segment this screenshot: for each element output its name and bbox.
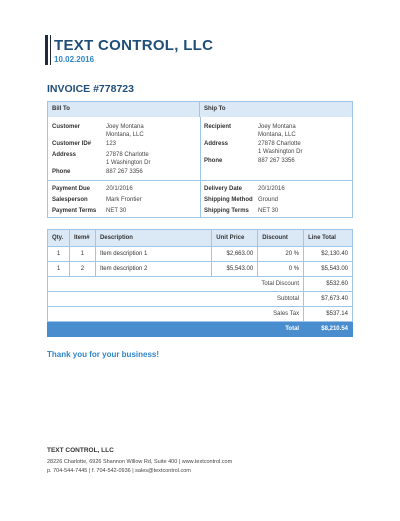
unit-price-cell: $2,663.00	[212, 247, 258, 262]
sales-tax-value: $537.14	[304, 307, 353, 322]
billing-shipping-box	[47, 101, 353, 218]
delivery-date-value: 20/1/2016	[258, 186, 285, 192]
ship-phone-value: 887 267 3356	[258, 158, 295, 164]
payment-terms-value: NET 30	[106, 208, 127, 214]
subtotal-value: $7,673.40	[304, 292, 353, 307]
unit-price-cell: $5,543.00	[212, 262, 258, 277]
bill-address-label: Address	[52, 152, 77, 158]
item-cell: 1	[69, 247, 95, 262]
shipping-terms-value: NET 30	[258, 208, 279, 214]
footer-contact: p. 704-544-7445 | f. 704-542-0936 | sales@textcontrol.com	[47, 468, 191, 474]
salesperson-value: Mark Frontier	[106, 197, 142, 203]
sales-tax-label: Sales Tax	[48, 307, 304, 322]
ship-address-value: 27878 Charlotte 1 Washington Dr	[258, 141, 303, 155]
invoice-number-title: INVOICE #778723	[47, 83, 134, 95]
customer-value: Joey Montana Montana, LLC	[106, 124, 144, 138]
invoice-date: 10.02.2016	[54, 55, 95, 64]
ship-phone-label: Phone	[204, 158, 223, 164]
col-line-total: Line Total	[304, 230, 353, 247]
footer-company: TEXT CONTROL, LLC	[47, 447, 114, 454]
customer-id-value: 123	[106, 141, 117, 147]
subtotal-label: Subtotal	[48, 292, 304, 307]
company-title: TEXT CONTROL, LLC	[54, 37, 214, 54]
payment-due-value: 20/1/2016	[106, 186, 133, 192]
total-label: Total	[48, 322, 304, 337]
bill-phone-value: 887 267 3356	[106, 169, 143, 175]
salesperson-label: Salesperson	[52, 197, 88, 203]
qty-cell: 1	[48, 262, 70, 277]
table-row	[48, 247, 353, 262]
total-discount-row	[48, 277, 353, 292]
ship-address-label: Address	[204, 141, 229, 147]
bill-to-heading: Bill To	[48, 102, 200, 117]
total-row	[48, 322, 353, 337]
bill-to-section	[48, 117, 201, 217]
payment-terms-label: Payment Terms	[52, 208, 97, 214]
info-divider	[48, 180, 352, 181]
bill-phone-label: Phone	[52, 169, 71, 175]
payment-due-label: Payment Due	[52, 186, 91, 192]
customer-id-label: Customer ID#	[52, 141, 92, 147]
sales-tax-row	[48, 307, 353, 322]
ship-to-heading: Ship To	[200, 102, 352, 117]
delivery-date-label: Delivery Date	[204, 186, 243, 192]
recipient-label: Recipient	[204, 124, 232, 130]
discount-cell: 20 %	[258, 247, 304, 262]
col-description: Description	[95, 230, 211, 247]
total-discount-value: $532.60	[304, 277, 353, 292]
col-unit-price: Unit Price	[212, 230, 258, 247]
qty-cell: 1	[48, 247, 70, 262]
total-value: $8,210.54	[304, 322, 353, 337]
discount-cell: 0 %	[258, 262, 304, 277]
subtotal-row	[48, 292, 353, 307]
line-items-table	[47, 229, 353, 337]
description-cell: Item description 1	[95, 247, 211, 262]
col-qty: Qty.	[48, 230, 70, 247]
shipping-method-value: Ground	[258, 197, 279, 203]
table-header-row	[48, 230, 353, 247]
item-cell: 2	[69, 262, 95, 277]
footer-address: 28226 Charlotte, 6926 Shannon Willow Rd, Suite 400 | www.textcontrol.com	[47, 459, 233, 465]
description-cell: Item description 2	[95, 262, 211, 277]
recipient-value: Joey Montana Montana, LLC	[258, 124, 296, 138]
customer-label: Customer	[52, 124, 81, 130]
shipping-method-label: Shipping Method	[204, 197, 253, 203]
total-discount-label: Total Discount	[48, 277, 304, 292]
col-discount: Discount	[258, 230, 304, 247]
ship-to-section	[200, 117, 352, 217]
shipping-terms-label: Shipping Terms	[204, 208, 249, 214]
col-item: Item#	[69, 230, 95, 247]
line-total-cell: $5,543.00	[304, 262, 353, 277]
bill-address-value: 27878 Charlotte 1 Washington Dr	[106, 152, 151, 166]
line-total-cell: $2,130.40	[304, 247, 353, 262]
table-row	[48, 262, 353, 277]
thank-you-message: Thank you for your business!	[47, 350, 160, 359]
